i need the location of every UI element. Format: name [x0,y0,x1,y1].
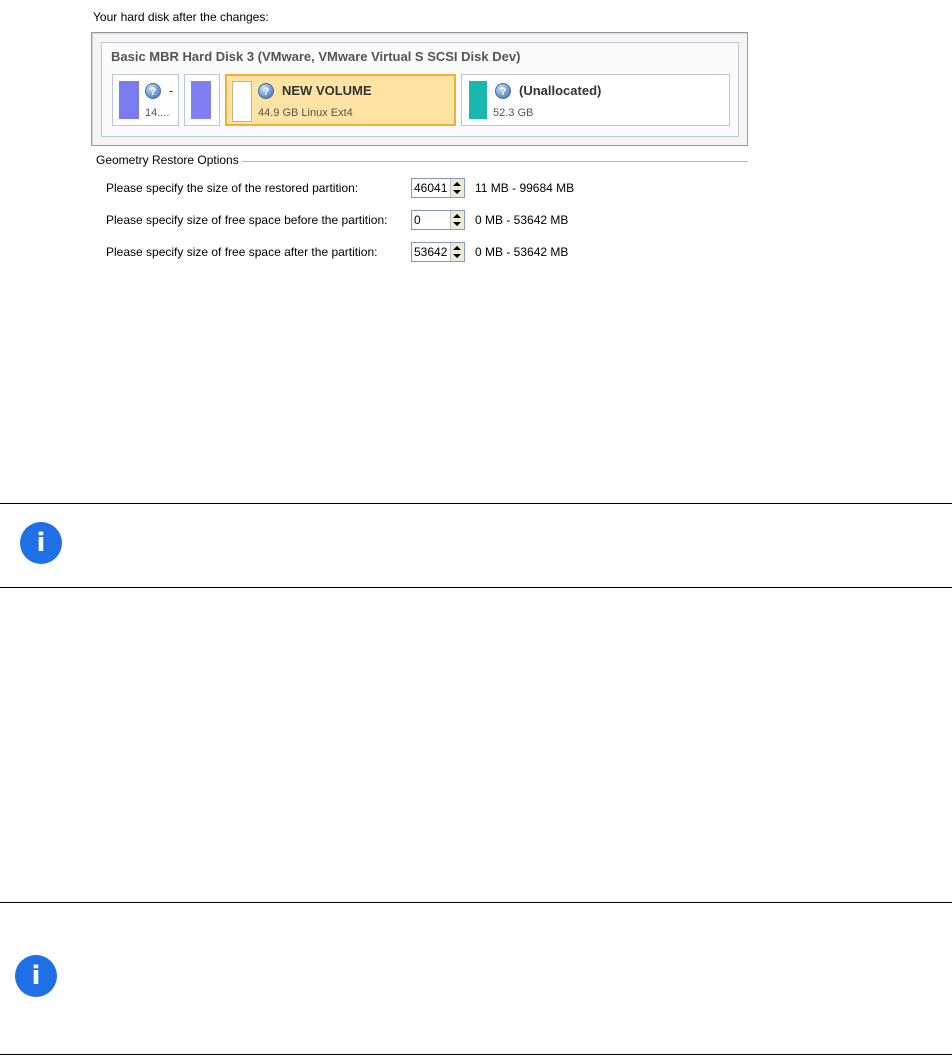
spinner-value[interactable]: 0 [414,213,421,227]
note-bottom-rule [0,587,952,588]
space-before-label: Please specify size of free space before the partition: [106,213,388,227]
info-icon: i [15,955,57,997]
space-after-spinner[interactable] [411,242,465,262]
spinner-buttons[interactable] [450,211,464,229]
partition-name: - [169,83,174,98]
partition-size: 44.9 GB Linux Ext4 [258,107,353,119]
spinner-value[interactable]: 46041 [414,181,448,195]
space-after-label: Please specify size of free space after the partition: [106,245,378,259]
spinner-value[interactable]: 53642 [414,245,448,259]
partition-color-swatch [119,81,139,119]
partition-color-swatch [469,81,487,119]
spinner-buttons[interactable] [450,179,464,197]
restored-size-label: Please specify the size of the restored partition: [106,181,359,195]
arrow-down-icon[interactable] [453,190,461,194]
range-text: 11 MB - 99684 MB [475,181,575,195]
note-bottom-rule [0,1054,952,1055]
info-icon: i [20,522,62,564]
disk-title: Basic MBR Hard Disk 3 (VMware, VMware Virtual S SCSI Disk Dev) [111,49,521,64]
note-top-rule [0,503,952,504]
partition-1[interactable] [112,74,179,126]
range-text: 0 MB - 53642 MB [475,245,569,259]
arrow-down-icon[interactable] [453,222,461,226]
partition-color-swatch [191,81,211,119]
partition-name: NEW VOLUME [282,83,372,98]
arrow-up-icon[interactable] [453,182,461,186]
question-icon: ? [495,83,511,99]
partition-2[interactable] [184,74,220,126]
partition-size: 52.3 GB [493,107,534,119]
range-text: 0 MB - 53642 MB [475,213,569,227]
question-icon: ? [258,83,274,99]
partition-name: (Unallocated) [519,83,602,98]
restored-size-spinner[interactable] [411,178,465,198]
space-before-spinner[interactable] [411,210,465,230]
arrow-down-icon[interactable] [453,254,461,258]
partition-unallocated[interactable] [461,74,730,126]
geometry-group-title: Geometry Restore Options [96,153,242,167]
spinner-buttons[interactable] [450,243,464,261]
question-icon: ? [145,83,161,99]
partition-size: 14.... [145,107,170,119]
partition-new-volume[interactable] [225,74,456,126]
partition-color-swatch [232,81,252,122]
disk-caption: Your hard disk after the changes: [93,10,269,24]
arrow-up-icon[interactable] [453,246,461,250]
arrow-up-icon[interactable] [453,214,461,218]
note-top-rule [0,902,952,903]
